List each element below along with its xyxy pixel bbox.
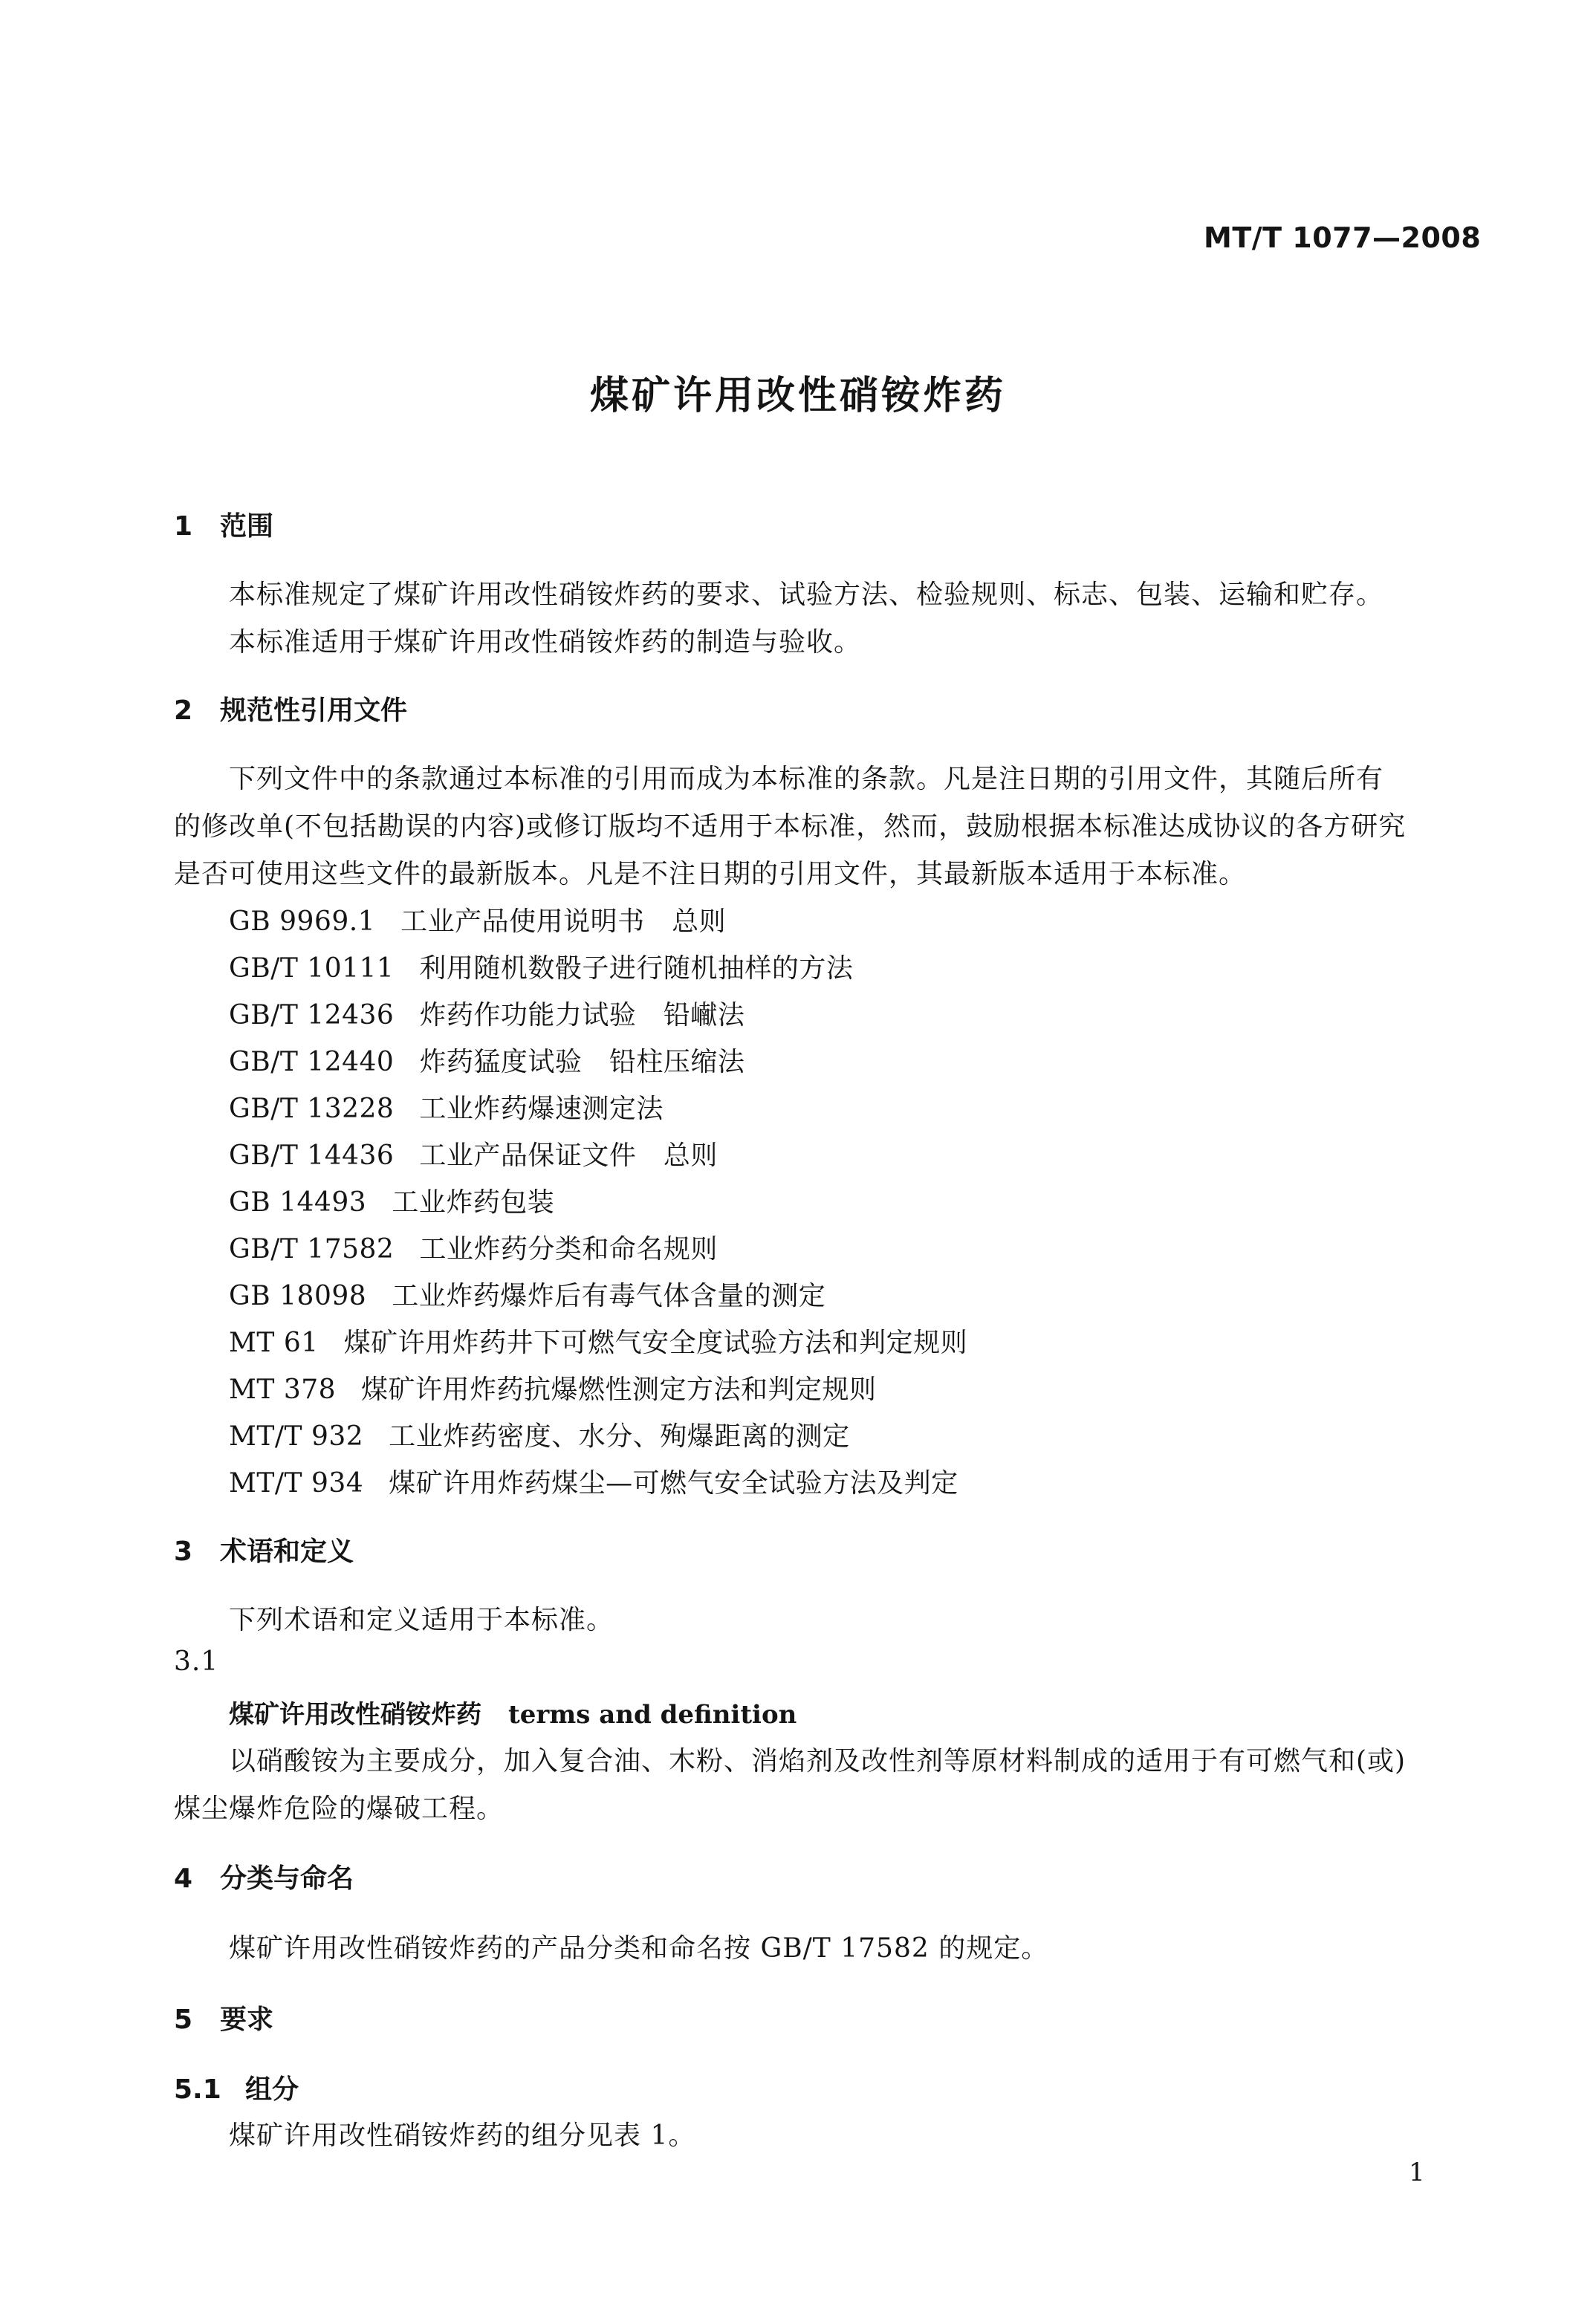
section-2-heading [174,689,407,727]
paragraph: 下列术语和定义适用于本标准。 [229,1605,614,1635]
reference-title: 工业产品保证文件 总则 [419,1140,718,1171]
reference-title: 工业产品使用说明书 总则 [400,906,727,937]
reference-item [229,1135,718,1172]
section-4-heading [174,1857,354,1895]
reference-title: 工业炸药爆速测定法 [419,1094,664,1124]
reference-code: GB/T 14436 [229,1140,395,1171]
reference-title: 炸药作功能力试验 铅𪩘法 [419,1000,745,1031]
subsection-number: 5.1 [174,2074,221,2105]
section-number: 3 [174,1536,193,1567]
reference-code: GB/T 12440 [229,1047,395,1077]
term-entry [229,1694,797,1730]
reference-item [229,947,853,985]
paragraph-line: 下列文件中的条款通过本标准的引用而成为本标准的条款。凡是注日期的引用文件，其随后所有 [229,764,1384,794]
paragraph-line: 是否可使用这些文件的最新版本。凡是不注日期的引用文件，其最新版本适用于本标准。 [174,859,1247,889]
reference-code: GB/T 13228 [229,1094,395,1124]
document-title: 煤矿许用改性硝铵炸药 [589,374,1006,418]
section-title: 术语和定义 [220,1536,354,1567]
section-number: 2 [174,695,193,726]
reference-item [229,1369,877,1406]
reference-code: GB 14493 [229,1187,367,1218]
section-number: 1 [174,511,193,542]
reference-item [229,1088,664,1126]
reference-item [229,1181,554,1219]
reference-item [229,1275,825,1313]
reference-code: MT 378 [229,1375,337,1405]
reference-code: MT/T 934 [229,1468,364,1499]
paragraph: 煤矿许用改性硝铵炸药的产品分类和命名按 GB/T 17582 的规定。 [229,1933,1049,1964]
page-number: 1 [1409,2158,1425,2187]
subsection-5-1-heading [174,2068,299,2106]
term-english: terms and definition [508,1700,797,1730]
section-1-heading [174,505,273,543]
reference-code: MT/T 932 [229,1421,364,1452]
reference-item [229,1228,718,1266]
section-3-heading [174,1531,354,1568]
reference-code: MT 61 [229,1328,319,1358]
reference-title: 利用随机数骰子进行随机抽样的方法 [419,953,854,984]
paragraph: 本标准适用于煤矿许用改性硝铵炸药的制造与验收。 [229,627,862,658]
reference-code: GB 18098 [229,1281,367,1311]
reference-title: 煤矿许用炸药煤尘—可燃气安全试验方法及判定 [389,1468,958,1499]
paragraph-line: 的修改单(不包括勘误的内容)或修订版均不适用于本标准，然而，鼓励根据本标准达成协议的各方研究 [174,811,1407,842]
section-number: 5 [174,2005,193,2035]
paragraph: 本标准规定了煤矿许用改性硝铵炸药的要求、试验方法、检验规则、标志、包装、运输和贮存。 [229,580,1384,610]
section-title: 分类与命名 [220,1863,354,1894]
reference-code: GB/T 10111 [229,953,395,984]
section-number: 4 [174,1863,193,1894]
section-title: 规范性引用文件 [220,695,408,726]
reference-code: GB/T 12436 [229,1000,395,1031]
reference-item [229,1322,967,1360]
definition-line: 以硝酸铵为主要成分，加入复合油、木粉、消焰剂及改性剂等原材料制成的适用于有可燃气和(或) [229,1746,1407,1776]
reference-item [229,994,745,1032]
subsection-title: 组分 [245,2074,299,2105]
term-chinese: 煤矿许用改性硝铵炸药 [229,1700,481,1730]
reference-item [229,1415,850,1453]
reference-item [229,1041,745,1079]
reference-title: 炸药猛度试验 铅柱压缩法 [419,1047,745,1077]
reference-code: GB/T 17582 [229,1234,395,1265]
reference-title: 工业炸药包装 [392,1187,555,1218]
section-title: 范围 [220,511,274,542]
reference-title: 工业炸药密度、水分、殉爆距离的测定 [389,1421,850,1452]
reference-item [229,900,726,938]
paragraph: 煤矿许用改性硝铵炸药的组分见表 1。 [229,2120,696,2151]
definition-line: 煤尘爆炸危险的爆破工程。 [174,1794,505,1824]
reference-title: 煤矿许用炸药井下可燃气安全度试验方法和判定规则 [343,1328,968,1358]
reference-title: 工业炸药分类和命名规则 [419,1234,718,1265]
section-title: 要求 [220,2005,274,2035]
section-5-heading [174,1999,273,2037]
standard-number: MT/T 1077—2008 [1204,221,1482,254]
reference-item [229,1462,958,1500]
reference-title: 工业炸药爆炸后有毒气体含量的测定 [392,1281,826,1311]
reference-title: 煤矿许用炸药抗爆燃性测定方法和判定规则 [361,1375,877,1405]
subsection-number: 3.1 [174,1646,219,1677]
reference-code: GB 9969.1 [229,906,376,937]
